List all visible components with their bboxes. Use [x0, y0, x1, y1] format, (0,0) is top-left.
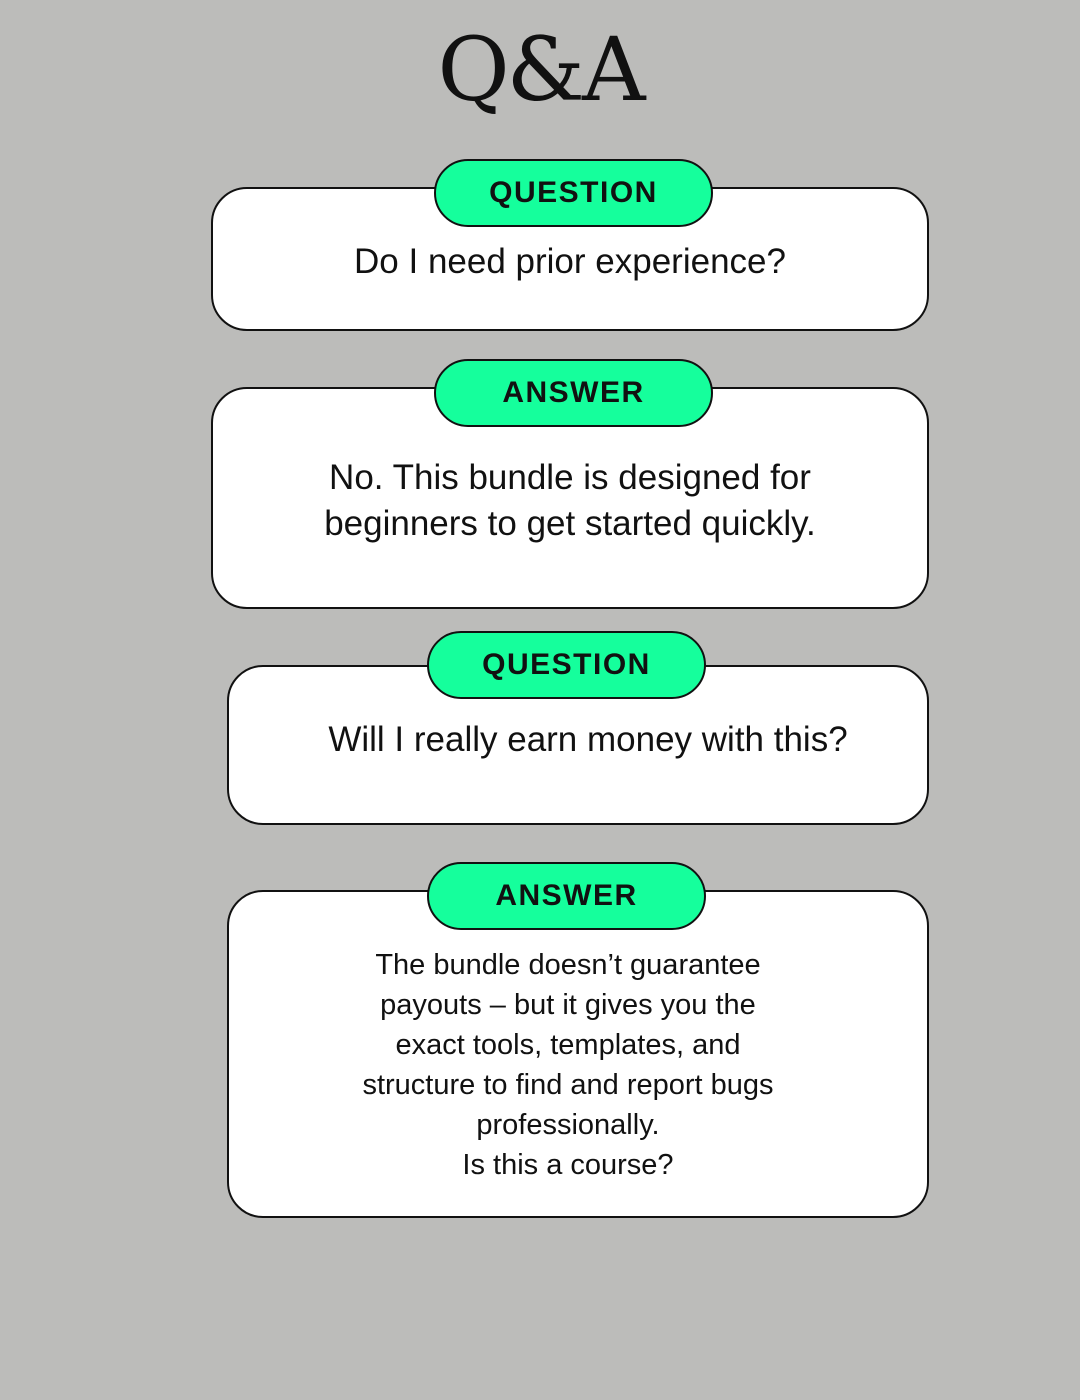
answer-text-2: The bundle doesn’t guarantee payouts – but it gives you the exact tools, templates, and structure to find and report bugs professionally. Is this a course? — [362, 949, 774, 1181]
answer-text-1: No. This bundle is designed for beginners to get started quickly. — [324, 458, 816, 543]
question-badge-2: QUESTION — [427, 631, 706, 699]
answer-badge-1: ANSWER — [434, 359, 713, 427]
page-title: Q&A — [437, 18, 643, 121]
answer-card-2 — [227, 890, 929, 1218]
question-badge-1: QUESTION — [434, 159, 713, 227]
answer-badge-2: ANSWER — [427, 862, 706, 930]
question-text-1: Do I need prior experience? — [354, 242, 786, 281]
question-text-2: Will I really earn money with this? — [328, 720, 848, 759]
